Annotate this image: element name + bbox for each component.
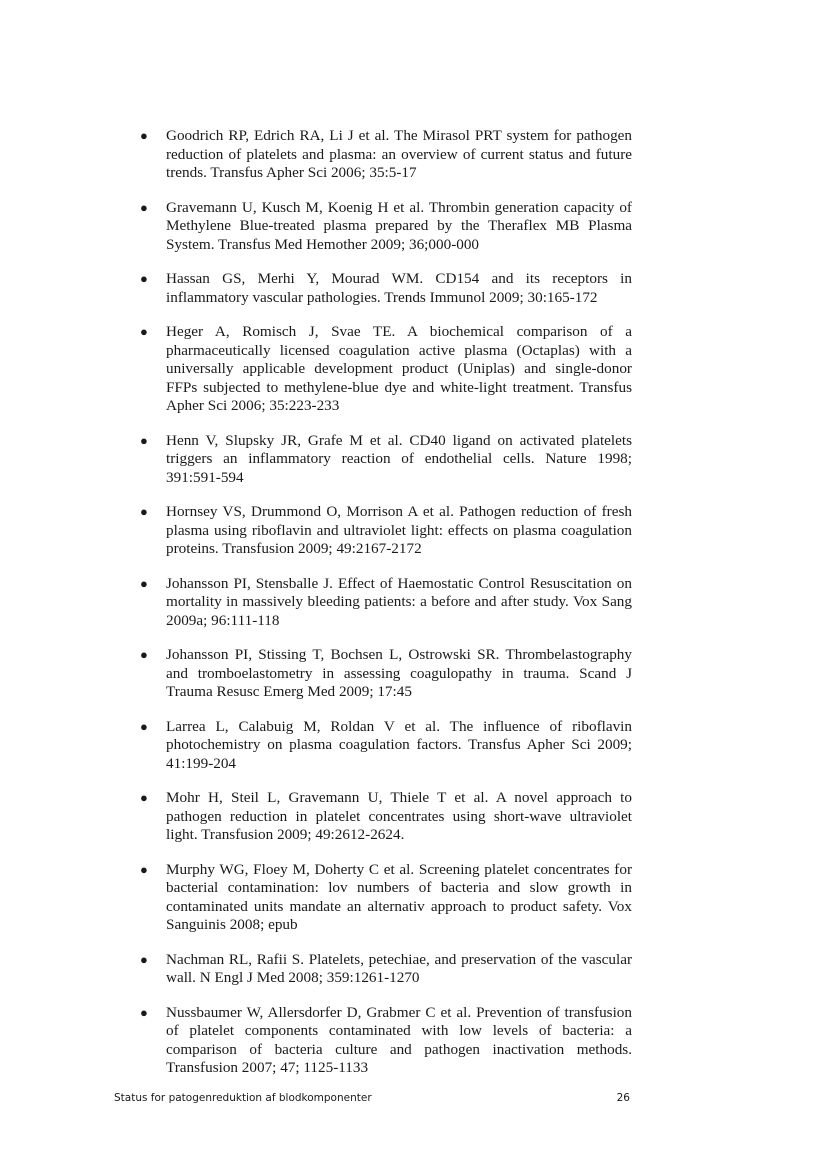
bullet-icon: ● (140, 951, 148, 967)
bullet-icon: ● (140, 271, 148, 286)
reference-text: Henn V, Slupsky JR, Grafe M et al. CD40 ligand on activated platelets triggers an inflammatory reaction of endothelial cells. Nature 1998; 391:591-594 (166, 431, 632, 486)
footer-title: Status for patogenreduktion af blodkomponenter (114, 1092, 372, 1104)
reference-item (140, 270, 632, 307)
reference-item (140, 575, 632, 631)
reference-item (140, 503, 632, 559)
reference-item (140, 323, 632, 416)
reference-text: Nussbaumer W, Allersdorfer D, Grabmer C et al. Prevention of transfusion of platelet components contaminated with low levels of bacteria: a comparison of bacteria culture and pathogen inactivation methods. Transfusion 2007; 47; 1125-1133 (166, 1003, 632, 1076)
bullet-icon: ● (140, 861, 148, 877)
reference-item (140, 199, 632, 255)
bullet-icon: ● (140, 1004, 148, 1020)
reference-list (140, 127, 632, 1094)
reference-text: Johansson PI, Stensballe J. Effect of Haemostatic Control Resuscitation on mortality in massively bleeding patients: a before and after study. Vox Sang 2009a; 96:111-118 (166, 574, 632, 629)
reference-text: Johansson PI, Stissing T, Bochsen L, Ostrowski SR. Thrombelastography and tromboelastometry in assessing coagulopathy in trauma. Scand J Trauma Resusc Emerg Med 2009; 17:45 (166, 646, 632, 700)
reference-item (140, 1004, 632, 1078)
reference-text: Hornsey VS, Drummond O, Morrison A et al. Pathogen reduction of fresh plasma using riboflavin and ultraviolet light: effects on plasma coagulation proteins. Transfusion 2009; 49:2167-2172 (166, 503, 632, 557)
reference-text: Heger A, Romisch J, Svae TE. A biochemical comparison of a pharmaceutically licensed coagulation active plasma (Octaplas) with a universally applicable development product (Uniplas) and single-donor FFPs subjected to methylene-blue dye and white-light treatment. Transfus Apher Sci 2006; 35:223-233 (166, 323, 632, 414)
reference-text: Larrea L, Calabuig M, Roldan V et al. The influence of riboflavin photochemistry on plasma coagulation factors. Transfus Apher Sci 2009; 41:199-204 (166, 717, 632, 772)
bullet-icon: ● (140, 718, 148, 734)
reference-text: Mohr H, Steil L, Gravemann U, Thiele T et al. A novel approach to pathogen reduction in platelet concentrates using short-wave ultraviolet light. Transfusion 2009; 49:2612-2624. (166, 789, 632, 843)
reference-text: Nachman RL, Rafii S. Platelets, petechiae, and preservation of the vascular wall. N Engl J Med 2008; 359:1261-1270 (166, 950, 632, 986)
page-number: 26 (616, 1092, 630, 1104)
reference-item (140, 432, 632, 488)
reference-item (140, 718, 632, 774)
bullet-icon: ● (140, 790, 148, 805)
reference-text: Hassan GS, Merhi Y, Mourad WM. CD154 and its receptors in inflammatory vascular pathologies. Trends Immunol 2009; 30:165-172 (166, 270, 632, 306)
reference-item (140, 646, 632, 702)
reference-text: Murphy WG, Floey M, Doherty C et al. Screening platelet concentrates for bacterial contamination: lov numbers of bacteria and slow growth in contaminated units mandate an alternativ approach to product safety. Vox Sanguinis 2008; epub (166, 860, 632, 933)
bullet-icon: ● (140, 432, 148, 448)
reference-item (140, 789, 632, 845)
bullet-icon: ● (140, 575, 148, 591)
reference-text: Gravemann U, Kusch M, Koenig H et al. Thrombin generation capacity of Methylene Blue-treated plasma prepared by the Theraflex MB Plasma System. Transfus Med Hemother 2009; 36;000-000 (166, 198, 632, 253)
reference-text: Goodrich RP, Edrich RA, Li J et al. The Mirasol PRT system for pathogen reduction of platelets and plasma: an overview of current status and future trends. Transfus Apher Sci 2006; 35:5-17 (166, 127, 632, 181)
bullet-icon: ● (140, 647, 148, 662)
reference-item (140, 127, 632, 183)
reference-item (140, 861, 632, 935)
page-footer (114, 1092, 630, 1106)
reference-item (140, 951, 632, 988)
bullet-icon: ● (140, 199, 148, 215)
bullet-icon: ● (140, 324, 148, 339)
bullet-icon: ● (140, 128, 148, 143)
bullet-icon: ● (140, 504, 148, 519)
